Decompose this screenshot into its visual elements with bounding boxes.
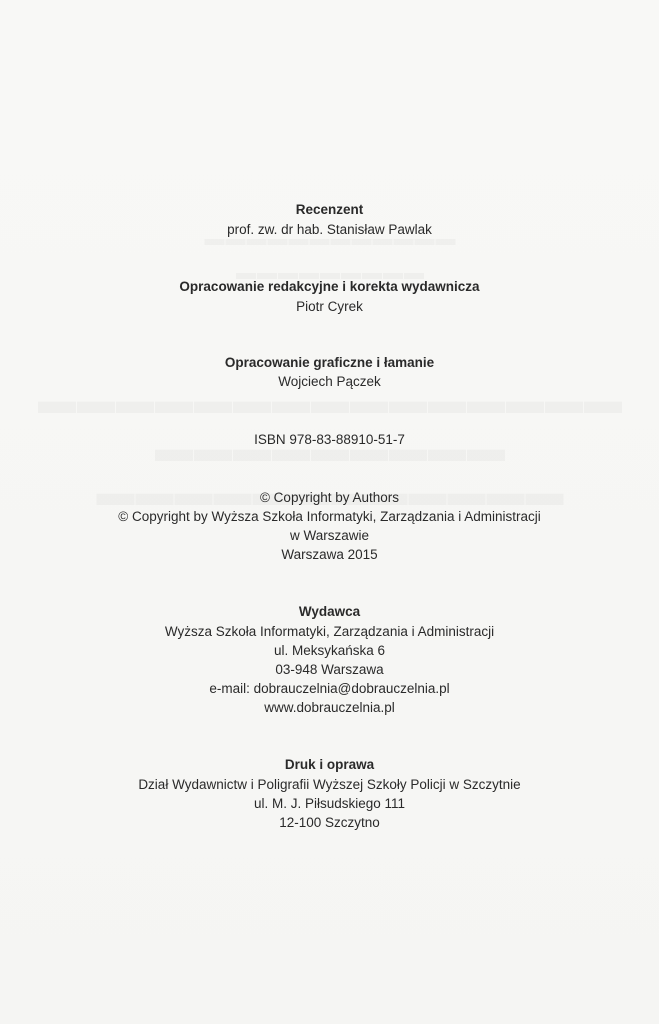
graphics-name: Wojciech Pączek <box>278 374 381 389</box>
graphics-heading: Opracowanie graficzne i łamanie <box>224 355 435 370</box>
copyright-year: Warszawa 2015 <box>281 547 378 562</box>
editing-heading: Opracowanie redakcyjne i korekta wydawnicza <box>179 279 480 294</box>
printing-street: ul. M. J. Piłsudskiego 111 <box>253 796 406 811</box>
isbn-number: ISBN 978-83-88910-51-7 <box>254 432 405 447</box>
publisher-heading: Wydawca <box>298 604 361 619</box>
printing-name: Dział Wydawnictw i Poligrafii Wyższej Szkoły Policji w Szczytnie <box>138 777 521 792</box>
printing-heading: Druk i oprawa <box>284 757 375 772</box>
publisher-street: ul. Meksykańska 6 <box>273 643 386 658</box>
copyright-location: w Warszawie <box>289 528 369 543</box>
copyright-authors: © Copyright by Authors <box>259 490 399 505</box>
printing-city: 12-100 Szczytno <box>279 815 380 830</box>
publisher-email: e-mail: dobrauczelnia@dobrauczelnia.pl <box>209 681 450 696</box>
publisher-website: www.dobrauczelnia.pl <box>264 700 395 715</box>
editing-name: Piotr Cyrek <box>296 299 363 314</box>
publisher-name: Wyższa Szkoła Informatyki, Zarządzania i Administracji <box>164 624 495 639</box>
reviewer-heading: Recenzent <box>295 202 364 217</box>
copyright-institution: © Copyright by Wyższa Szkoła Informatyki, Zarządzania i Administracji <box>118 509 541 524</box>
reviewer-name: prof. zw. dr hab. Stanisław Pawlak <box>227 222 432 237</box>
publisher-city: 03-948 Warszawa <box>275 662 384 677</box>
